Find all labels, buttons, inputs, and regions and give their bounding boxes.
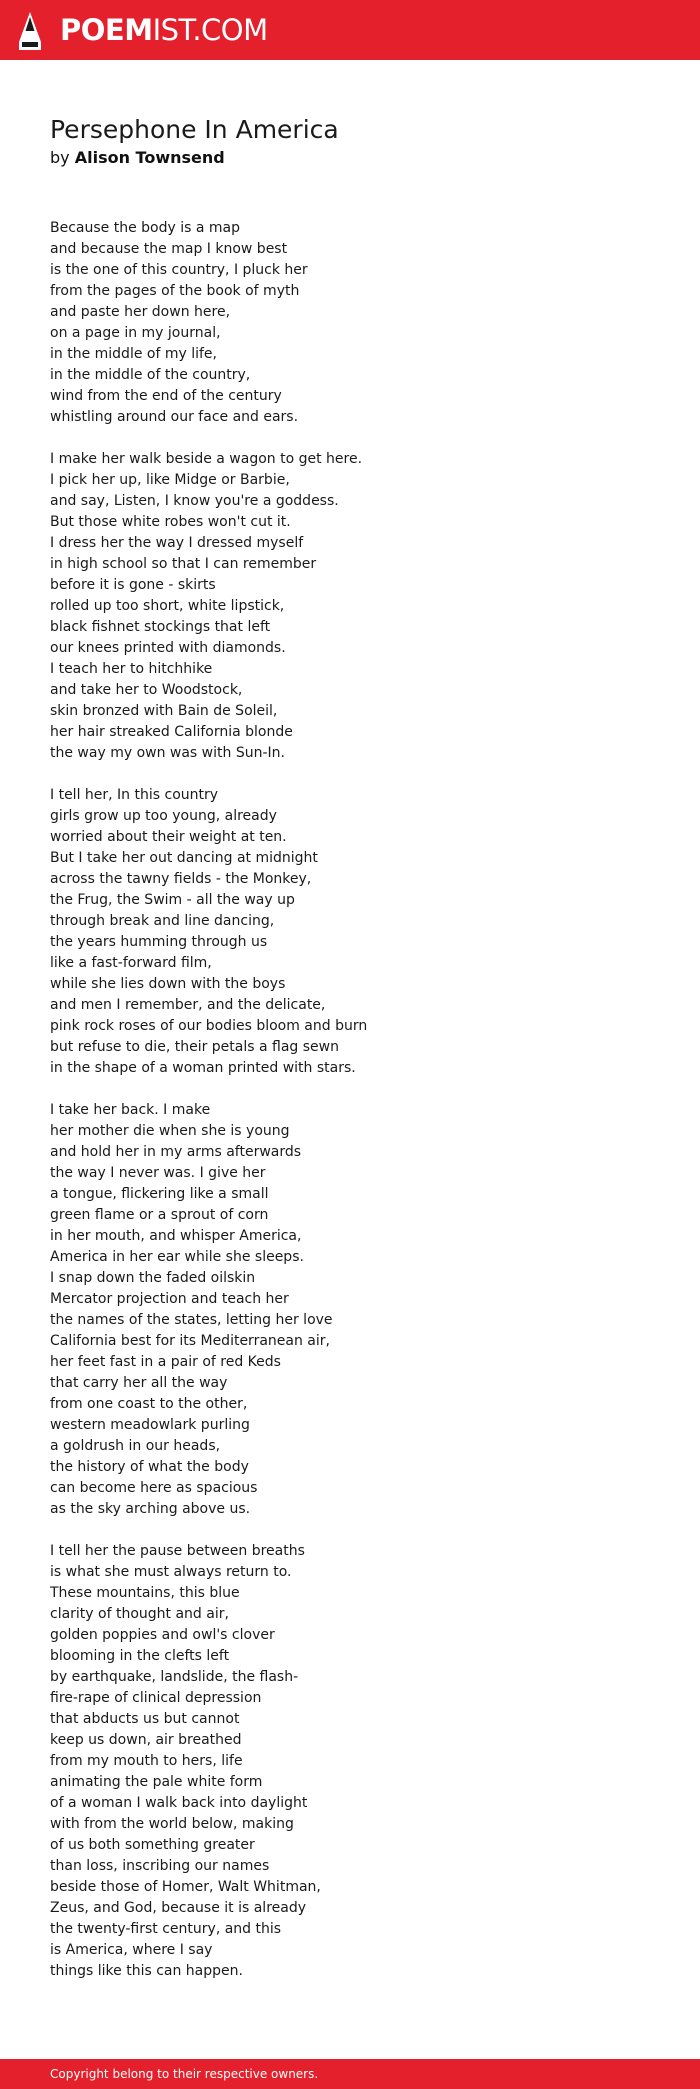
- poem-line: skin bronzed with Bain de Soleil,: [50, 703, 278, 719]
- poem-line: through break and line dancing,: [50, 913, 275, 929]
- poem-line: Zeus, and God, because it is already: [50, 1900, 307, 1916]
- poem-line: fire-rape of clinical depression: [50, 1690, 262, 1706]
- poem-line: her mother die when she is young: [50, 1123, 290, 1139]
- poem-line: I take her back. I make: [50, 1102, 211, 1118]
- poem-line: on a page in my journal,: [50, 325, 221, 341]
- logo-brand-light: IST.COM: [152, 13, 268, 47]
- poem-stanza: [50, 218, 650, 428]
- poem-line: girls grow up too young, already: [50, 808, 277, 824]
- poem-stanza: [50, 1541, 650, 1982]
- poem-line: whistling around our face and ears.: [50, 409, 299, 425]
- poem-line: her hair streaked California blonde: [50, 724, 293, 740]
- poem-line: Mercator projection and teach her: [50, 1291, 289, 1307]
- poem-line: America in her ear while she sleeps.: [50, 1249, 304, 1265]
- poem-line: is what she must always return to.: [50, 1564, 292, 1580]
- poem-line: black fishnet stockings that left: [50, 619, 271, 635]
- poem-line: across the tawny fields - the Monkey,: [50, 871, 312, 887]
- poem-line: and paste her down here,: [50, 304, 231, 320]
- copyright-notice: Copyright belong to their respective owners.: [50, 2067, 319, 2081]
- poem-line: from one coast to the other,: [50, 1396, 248, 1412]
- poem-line: the way my own was with Sun-In.: [50, 745, 285, 761]
- poem-line: like a fast-forward film,: [50, 955, 212, 971]
- poem-line: and say, Listen, I know you're a goddess.: [50, 493, 339, 509]
- poem-line: in her mouth, and whisper America,: [50, 1228, 302, 1244]
- poem-body: [50, 218, 650, 2003]
- poem-line: can become here as spacious: [50, 1480, 258, 1496]
- poem-line: the way I never was. I give her: [50, 1165, 266, 1181]
- poem-line: I tell her the pause between breaths: [50, 1543, 305, 1559]
- poem-line: that carry her all the way: [50, 1375, 228, 1391]
- poem-line: our knees printed with diamonds.: [50, 640, 286, 656]
- poem-line: rolled up too short, white lipstick,: [50, 598, 285, 614]
- poem-line: the history of what the body: [50, 1459, 249, 1475]
- poem-line: worried about their weight at ten.: [50, 829, 287, 845]
- poem-line: a goldrush in our heads,: [50, 1438, 221, 1454]
- site-footer: [0, 2059, 700, 2089]
- poem-line: in the shape of a woman printed with stars.: [50, 1060, 356, 1076]
- poem-line: and men I remember, and the delicate,: [50, 997, 326, 1013]
- poem-author: Alison Townsend: [74, 148, 225, 167]
- poem-line: by earthquake, landslide, the flash-: [50, 1669, 299, 1685]
- poem-line: in the middle of the country,: [50, 367, 251, 383]
- site-logo[interactable]: [60, 10, 268, 50]
- poem-line: that abducts us but cannot: [50, 1711, 240, 1727]
- poem-line: I dress her the way I dressed myself: [50, 535, 304, 551]
- poem-line: in high school so that I can remember: [50, 556, 317, 572]
- poem-line: the years humming through us: [50, 934, 268, 950]
- poem-line: keep us down, air breathed: [50, 1732, 242, 1748]
- pen-nib-icon[interactable]: [17, 11, 43, 51]
- logo-brand-bold: POEM: [60, 13, 153, 47]
- poem-line: I tell her, In this country: [50, 787, 219, 803]
- poem-line: golden poppies and owl's clover: [50, 1627, 275, 1643]
- poem-line: but refuse to die, their petals a flag sewn: [50, 1039, 339, 1055]
- poem-line: is the one of this country, I pluck her: [50, 262, 308, 278]
- poem-line: animating the pale white form: [50, 1774, 263, 1790]
- poem-line: clarity of thought and air,: [50, 1606, 229, 1622]
- poem-line: her feet fast in a pair of red Keds: [50, 1354, 281, 1370]
- poem-line: is America, where I say: [50, 1942, 213, 1958]
- poem-line: I make her walk beside a wagon to get here.: [50, 451, 363, 467]
- poem-line: blooming in the clefts left: [50, 1648, 230, 1664]
- poem-stanza: [50, 785, 650, 1079]
- poem-line: and take her to Woodstock,: [50, 682, 243, 698]
- poem-line: and hold her in my arms afterwards: [50, 1144, 302, 1160]
- poem-line: the Frug, the Swim - all the way up: [50, 892, 295, 908]
- poem-line: things like this can happen.: [50, 1963, 243, 1979]
- poem-line: I teach her to hitchhike: [50, 661, 213, 677]
- poem-line: of a woman I walk back into daylight: [50, 1795, 308, 1811]
- poem-line: and because the map I know best: [50, 241, 288, 257]
- poem-line: from my mouth to hers, life: [50, 1753, 243, 1769]
- poem-line: with from the world below, making: [50, 1816, 294, 1832]
- poem-line: the names of the states, letting her love: [50, 1312, 333, 1328]
- poem-line: green flame or a sprout of corn: [50, 1207, 269, 1223]
- poem-stanza: [50, 449, 650, 764]
- poem-line: Because the body is a map: [50, 220, 240, 236]
- poem-line: But those white robes won't cut it.: [50, 514, 291, 530]
- poem-line: I pick her up, like Midge or Barbie,: [50, 472, 290, 488]
- poem-byline: [50, 146, 225, 170]
- byline-prefix: by: [50, 148, 70, 167]
- poem-line: These mountains, this blue: [50, 1585, 240, 1601]
- poem-line: than loss, inscribing our names: [50, 1858, 270, 1874]
- poem-line: a tongue, flickering like a small: [50, 1186, 269, 1202]
- poem-line: pink rock roses of our bodies bloom and burn: [50, 1018, 368, 1034]
- poem-line: I snap down the faded oilskin: [50, 1270, 256, 1286]
- poem-line: western meadowlark purling: [50, 1417, 250, 1433]
- poem-line: But I take her out dancing at midnight: [50, 850, 318, 866]
- poem-line: in the middle of my life,: [50, 346, 217, 362]
- site-header: [0, 0, 700, 60]
- poem-stanza: [50, 1100, 650, 1520]
- poem-title: Persephone In America: [50, 115, 339, 144]
- poem-line: as the sky arching above us.: [50, 1501, 251, 1517]
- poem-line: of us both something greater: [50, 1837, 255, 1853]
- poem-line: before it is gone - skirts: [50, 577, 216, 593]
- poem-line: wind from the end of the century: [50, 388, 282, 404]
- poem-line: California best for its Mediterranean air,: [50, 1333, 330, 1349]
- poem-line: beside those of Homer, Walt Whitman,: [50, 1879, 321, 1895]
- poem-line: from the pages of the book of myth: [50, 283, 300, 299]
- poem-line: the twenty-first century, and this: [50, 1921, 282, 1937]
- poem-line: while she lies down with the boys: [50, 976, 286, 992]
